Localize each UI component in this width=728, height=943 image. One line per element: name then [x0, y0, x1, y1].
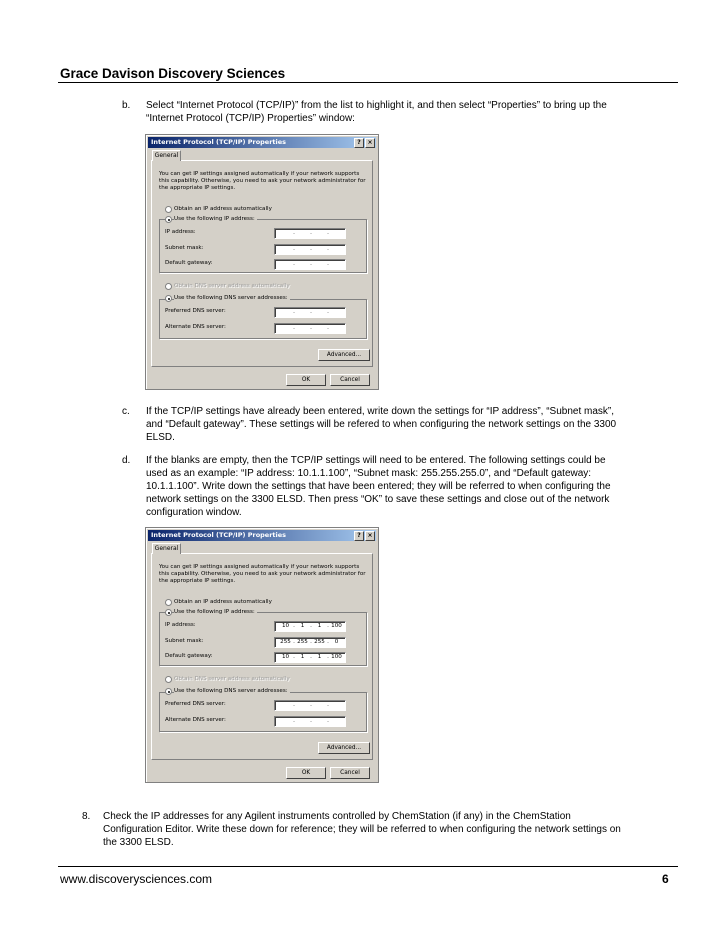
dialog-title: Internet Protocol (TCP/IP) Properties — [151, 531, 287, 539]
page-number: 6 — [662, 872, 669, 886]
help-icon[interactable]: ? — [354, 531, 364, 541]
cancel-button[interactable]: Cancel — [330, 374, 370, 386]
step-d-line1: If the blanks are empty, then the TCP/IP settings will need to be entered. The following settings could be — [146, 455, 606, 466]
intro-line1: You can get IP settings assigned automatically if your network supports — [159, 171, 360, 177]
preferred-dns-field[interactable]: . . . — [274, 307, 346, 318]
use-dns-label: Use the following DNS server addresses: — [174, 295, 288, 301]
obtain-dns-label: Obtain DNS server address automatically — [174, 676, 290, 682]
intro-line1: You can get IP settings assigned automatically if your network supports — [159, 564, 360, 570]
intro-line2: this capability. Otherwise, you need to ask your network administrator for — [159, 571, 366, 577]
ip-octet: 255 — [314, 639, 325, 645]
obtain-ip-radio[interactable] — [165, 206, 172, 213]
ip-octet: 1 — [317, 654, 322, 660]
ip-octet: 1 — [300, 623, 305, 629]
step-d-line5: configuration window. — [146, 507, 242, 518]
step-d-line4: network settings on the 3300 ELSD. Then press “OK” to save these settings and close out of the network — [146, 494, 610, 505]
step-b-line1: Select “Internet Protocol (TCP/IP)” from the list to highlight it, and then select “Properties” to bring up the — [146, 100, 607, 111]
dialog-title-bar — [148, 530, 376, 541]
step-8-line1: Check the IP addresses for any Agilent instruments controlled by ChemStation (if any) in the ChemStation — [103, 811, 571, 822]
header-rule — [58, 82, 678, 83]
ok-button[interactable]: OK — [286, 767, 326, 779]
step-d-line2: used as an example: “IP address: 10.1.1.100”, “Subnet mask: 255.255.255.0”, and “Default gateway: — [146, 468, 592, 479]
obtain-ip-label: Obtain an IP address automatically — [174, 206, 272, 212]
step-b-line2: “Internet Protocol (TCP/IP) Properties” window: — [146, 113, 355, 124]
dialog-title-bar — [148, 137, 376, 148]
cancel-button[interactable]: Cancel — [330, 767, 370, 779]
document-header: Grace Davison Discovery Sciences — [60, 66, 286, 81]
tab-general[interactable]: General — [152, 543, 181, 554]
general-panel — [151, 160, 373, 367]
use-dns-label: Use the following DNS server addresses: — [174, 688, 288, 694]
obtain-dns-label: Obtain DNS server address automatically — [174, 283, 290, 289]
preferred-dns-label: Preferred DNS server: — [165, 308, 226, 314]
close-icon[interactable]: × — [365, 531, 375, 541]
step-8-line3: the 3300 ELSD. — [103, 837, 174, 848]
ip-octet: 255 — [280, 639, 291, 645]
alternate-dns-field[interactable]: . . . — [274, 323, 346, 334]
tcpip-properties-dialog-filled — [145, 527, 379, 783]
ip-octet: 10 — [281, 623, 290, 629]
mask-field[interactable]: . . . — [274, 244, 346, 255]
step-marker: c. — [122, 406, 130, 417]
ip-octet: 1 — [300, 654, 305, 660]
step-8-line2: Configuration Editor. Write these down for reference; they will be referred to when configuring the network settings on — [103, 824, 621, 835]
ip-octet: 0 — [334, 639, 339, 645]
gw-field[interactable]: . . . 10 1 1 100 — [274, 652, 346, 663]
step-marker: d. — [122, 455, 131, 466]
mask-field[interactable]: . . . 255 255 255 0 — [274, 637, 346, 648]
alternate-dns-label: Alternate DNS server: — [165, 324, 226, 330]
intro-line3: the appropriate IP settings. — [159, 185, 236, 191]
use-ip-radio[interactable] — [165, 216, 172, 223]
default-gateway-label: Default gateway: — [165, 260, 213, 266]
step-c-line2: and “Default gateway”. These settings will be refered to when configuring the network settings on the 3300 — [146, 419, 617, 430]
step-d-line3: 10.1.1.100”. Write down the settings that have been entered; they will be referred to when configuring the — [146, 481, 611, 492]
ip-field[interactable]: . . . 10 1 1 100 — [274, 621, 346, 632]
footer-url: www.discoverysciences.com — [60, 872, 213, 886]
ip-octet: 100 — [331, 654, 342, 660]
step-marker: 8. — [82, 811, 91, 822]
alternate-dns-label: Alternate DNS server: — [165, 717, 226, 723]
use-dns-radio[interactable] — [165, 295, 172, 302]
ip-octet: 1 — [317, 623, 322, 629]
obtain-ip-radio[interactable] — [165, 599, 172, 606]
step-c — [122, 405, 682, 445]
subnet-mask-label: Subnet mask: — [165, 245, 204, 251]
obtain-ip-label: Obtain an IP address automatically — [174, 599, 272, 605]
advanced-button[interactable]: Advanced... — [318, 742, 370, 754]
gw-field[interactable]: . . . — [274, 259, 346, 270]
dialog-title: Internet Protocol (TCP/IP) Properties — [151, 138, 287, 146]
ip-address-label: IP address: — [165, 622, 196, 628]
step-8 — [82, 810, 692, 850]
preferred-dns-label: Preferred DNS server: — [165, 701, 226, 707]
obtain-dns-radio[interactable] — [165, 283, 172, 290]
step-c-line1: If the TCP/IP settings have already been entered, write down the settings for “IP address”, “Subnet mask”, — [146, 406, 615, 417]
step-marker: b. — [122, 100, 131, 111]
default-gateway-label: Default gateway: — [165, 653, 213, 659]
ip-address-label: IP address: — [165, 229, 196, 235]
ip-octet: 100 — [331, 623, 342, 629]
tcpip-properties-dialog-empty — [145, 134, 379, 390]
step-b — [122, 99, 682, 127]
advanced-button[interactable]: Advanced... — [318, 349, 370, 361]
general-panel — [151, 553, 373, 760]
help-icon[interactable]: ? — [354, 138, 364, 148]
step-d — [122, 454, 682, 520]
use-dns-radio[interactable] — [165, 688, 172, 695]
subnet-mask-label: Subnet mask: — [165, 638, 204, 644]
use-ip-radio[interactable] — [165, 609, 172, 616]
ok-button[interactable]: OK — [286, 374, 326, 386]
preferred-dns-field[interactable]: . . . — [274, 700, 346, 711]
intro-line3: the appropriate IP settings. — [159, 578, 236, 584]
use-ip-label: Use the following IP address: — [174, 609, 255, 615]
ip-field[interactable]: . . . — [274, 228, 346, 239]
ip-octet: 10 — [281, 654, 290, 660]
obtain-dns-radio[interactable] — [165, 676, 172, 683]
ip-octet: 255 — [297, 639, 308, 645]
step-c-line3: ELSD. — [146, 432, 175, 443]
use-ip-label: Use the following IP address: — [174, 216, 255, 222]
intro-line2: this capability. Otherwise, you need to ask your network administrator for — [159, 178, 366, 184]
close-icon[interactable]: × — [365, 138, 375, 148]
tab-general[interactable]: General — [152, 150, 181, 161]
footer-rule — [58, 866, 678, 867]
alternate-dns-field[interactable]: . . . — [274, 716, 346, 727]
